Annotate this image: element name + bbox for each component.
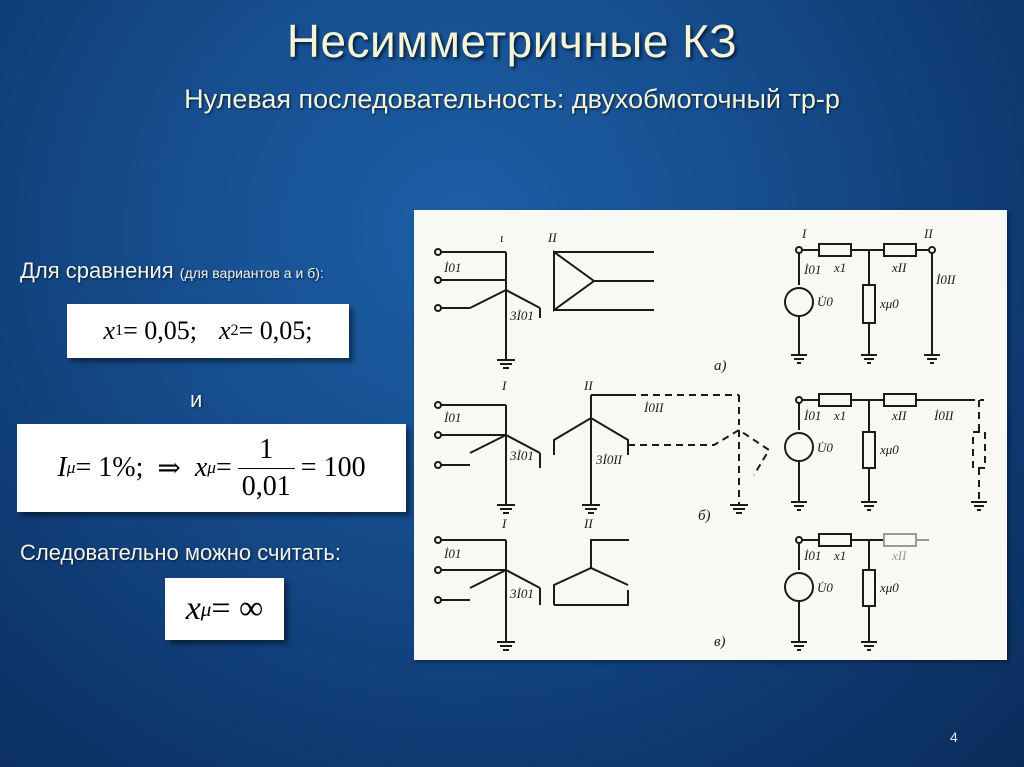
label-a-U0: U̇0: [817, 294, 833, 309]
label-v-xmu0: xμ0: [880, 580, 899, 595]
label-a-xmu0: xμ0: [880, 296, 899, 311]
label-a-I01: İ01: [444, 260, 462, 275]
label-v-winding-I: I: [502, 516, 507, 531]
label-b-U0: U̇0: [817, 440, 833, 455]
label-v-xII: xII: [892, 548, 907, 563]
label-a-winding-2: II: [548, 230, 557, 245]
x-mu-inf-subscript: μ: [200, 596, 212, 621]
x-mu-symbol: x: [194, 452, 208, 483]
label-v-eq-I01: İ01: [804, 548, 822, 563]
label-a-winding-1: ι: [500, 230, 504, 245]
label-b-eq-I01: İ01: [804, 408, 822, 423]
label-v-I01: İ01: [444, 546, 462, 561]
formula-reactances: [67, 304, 349, 358]
compare-note: (для вариантов а и б):: [179, 265, 324, 281]
row-a-schematic: [435, 244, 940, 368]
x-mu-eq: =: [215, 452, 232, 483]
x2-symbol: x: [219, 316, 231, 345]
label-b-3I01: 3İ01: [510, 448, 534, 463]
x1-value: = 0,05;: [123, 316, 197, 345]
label-case-a: а): [714, 358, 727, 374]
label-a-3I01: 3İ01: [510, 308, 534, 323]
x-mu-inf-symbol: x: [185, 590, 201, 627]
label-b-winding-I: I: [502, 378, 507, 393]
label-b-xmu0: xμ0: [880, 442, 899, 457]
implies-symbol: ⇒: [157, 453, 181, 484]
label-a-eq-I01: İ01: [804, 262, 822, 277]
compare-text: Для сравнения: [20, 258, 174, 283]
x-mu-subscript: μ: [207, 458, 216, 477]
page-number: 4: [950, 729, 958, 745]
formula-infinity: [165, 578, 284, 640]
label-b-eq-I0II: İ0II: [934, 408, 954, 423]
label-a-I0II: İ0II: [936, 272, 956, 287]
i-mu-subscript: μ: [66, 458, 76, 477]
label-a-eq-I: I: [802, 226, 807, 241]
label-case-b: б): [698, 508, 711, 524]
x2-value: = 0,05;: [238, 316, 313, 345]
circuit-diagram-svg: [414, 210, 1007, 660]
label-v-winding-II: II: [584, 516, 593, 531]
label-a-xII: xII: [892, 260, 907, 275]
x-mu-inf-value: = ∞: [211, 590, 264, 627]
and-label: и: [190, 387, 203, 412]
label-a-x1: x1: [834, 260, 847, 275]
compare-label: [20, 258, 324, 284]
x1-subscript: 1: [115, 322, 124, 339]
slide-title: Несимметричные КЗ: [286, 15, 738, 67]
label-b-xII: xII: [892, 408, 907, 423]
x1-symbol: x: [103, 316, 116, 345]
fraction: [238, 433, 295, 502]
fraction-denominator: 0,01: [238, 468, 295, 501]
label-a-eq-II: II: [924, 226, 933, 241]
label-b-winding-II: II: [584, 378, 593, 393]
label-b-3I0II: 3İ0II: [596, 452, 622, 467]
circuit-diagram: [414, 210, 1007, 660]
i-mu-value: = 1%;: [75, 452, 144, 483]
x-mu-result: = 100: [300, 452, 366, 483]
label-b-I0II: İ0II: [644, 400, 664, 415]
formula-magnetizing: [17, 424, 406, 512]
slide-subtitle: Нулевая последовательность: двухобмоточный тр-р: [184, 84, 840, 114]
i-mu-symbol: I: [57, 452, 67, 483]
label-v-U0: U̇0: [817, 580, 833, 595]
label-v-3I01: 3İ01: [510, 586, 534, 601]
label-b-I01: İ01: [444, 410, 462, 425]
conclusion-label: Следовательно можно считать:: [20, 540, 341, 565]
label-b-x1: x1: [834, 408, 847, 423]
x2-subscript: 2: [230, 322, 239, 339]
label-case-v: в): [714, 634, 726, 650]
fraction-numerator: 1: [259, 433, 274, 465]
label-v-x1: x1: [834, 548, 847, 563]
